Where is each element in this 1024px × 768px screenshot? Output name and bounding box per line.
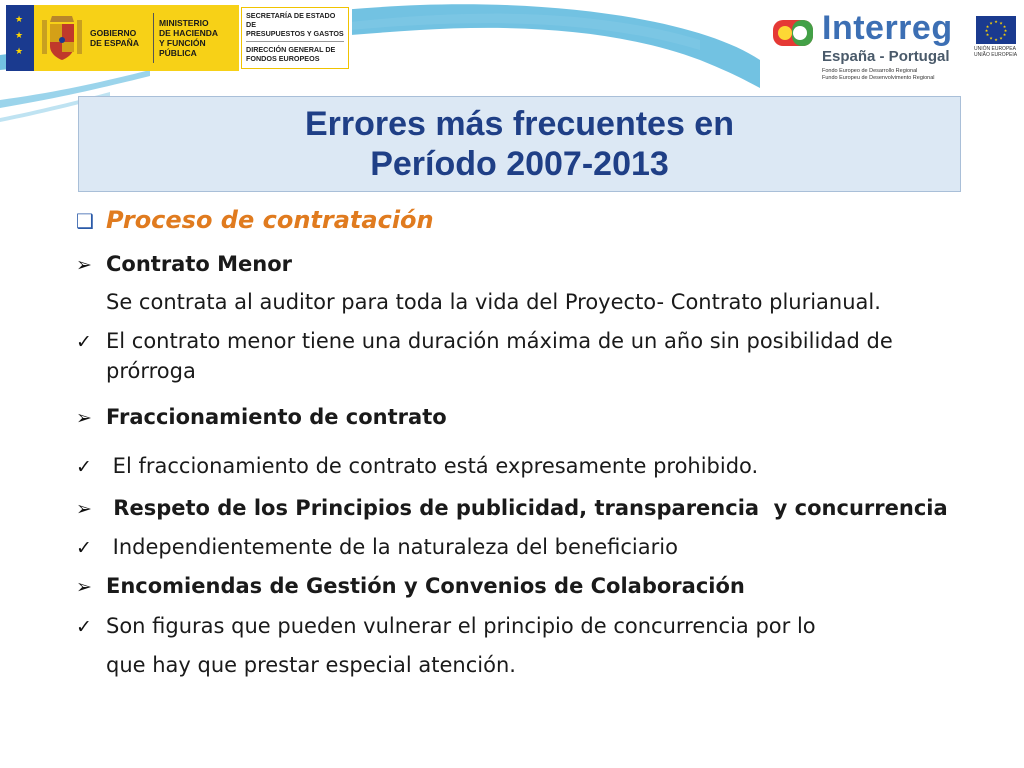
government-yellow-panel: [34, 5, 239, 71]
star-icon: ★: [15, 14, 24, 24]
eu-caption: UNIÓN EUROPEA UNIÃO EUROPEIA: [974, 46, 1018, 58]
coat-of-arms-icon: [40, 10, 84, 66]
eu-flag-icon: [976, 16, 1016, 44]
svg-text:★: ★: [1003, 28, 1008, 33]
list-item-text: El contrato menor tiene una duración máxima de un año sin posibilidad de: [106, 329, 893, 353]
interreg-subtitle: España - Portugal: [822, 48, 950, 65]
divider: [153, 13, 154, 63]
list-item: [76, 493, 948, 525]
list-item-text: El fraccionamiento de contrato está expresamente prohibido.: [106, 454, 759, 478]
list-item: [76, 326, 893, 358]
list-item-text: Son figuras que pueden vulnerar el principio de concurrencia por lo: [106, 614, 816, 638]
list-item: [106, 287, 881, 317]
svg-text:★: ★: [989, 20, 993, 26]
list-item-text: Encomiendas de Gestión y Convenios de Colaboración: [106, 574, 745, 598]
spanish-government-logo: [6, 5, 352, 71]
list-item-continuation: [106, 650, 516, 680]
list-item: [76, 611, 816, 643]
section-heading-row: [76, 205, 434, 237]
list-item: [76, 402, 447, 434]
svg-text:★: ★: [1002, 24, 1007, 29]
government-name: GOBIERNO DE ESPAÑA: [90, 28, 139, 48]
list-item-continuation: [106, 356, 196, 386]
list-item-text: Contrato Menor: [106, 252, 293, 276]
fund-caption: Fondo Europeo de Desarrollo Regional Fundo Europeu de Desenvolvimento Regional: [822, 68, 935, 81]
ministry-name: MINISTERIO DE HACIENDA Y FUNCIÓN PÚBLICA: [159, 18, 219, 58]
secretariat-name: SECRETARÍA DE ESTADO DE PRESUPUESTOS Y GASTOS: [246, 11, 344, 38]
star-icon: ★: [15, 30, 24, 40]
svg-text:★: ★: [994, 37, 998, 42]
directorate-name: DIRECCIÓN GENERAL DE FONDOS EUROPEOS: [246, 45, 336, 63]
list-item: [76, 571, 745, 603]
list-item: [76, 532, 678, 564]
checkmark-icon: ✓: [76, 457, 92, 478]
interreg-mark-icon: [772, 16, 814, 50]
slide-title-box: [78, 96, 961, 192]
interreg-wordmark: Interreg: [822, 9, 953, 47]
arrowhead-icon: ➢: [76, 408, 92, 429]
svg-text:★: ★: [985, 24, 990, 29]
eu-stars-stripe: [6, 5, 34, 71]
list-item-text: Se contrata al auditor para toda la vida del Proyecto- Contrato plurianual.: [106, 290, 881, 314]
svg-text:★: ★: [994, 19, 998, 24]
slide-title-line-1: Errores más frecuentes en: [305, 105, 734, 143]
list-item-text: Respeto de los Principios de publicidad, transparencia y concurrencia: [106, 496, 948, 520]
svg-text:★: ★: [989, 35, 993, 41]
divider: [246, 41, 344, 42]
interreg-logo: [772, 9, 1022, 88]
svg-text:★: ★: [1002, 32, 1007, 37]
svg-text:★: ★: [999, 20, 1003, 26]
list-item: [76, 249, 292, 281]
svg-text:★: ★: [984, 28, 989, 33]
list-item-text: Fraccionamiento de contrato: [106, 405, 447, 429]
arrowhead-icon: ➢: [76, 499, 92, 520]
arrowhead-icon: ➢: [76, 577, 92, 598]
checkmark-icon: ✓: [76, 617, 92, 638]
list-item-text: Independientemente de la naturaleza del beneficiario: [106, 535, 678, 559]
secretariat-box: [241, 7, 349, 69]
list-item-text: prórroga: [106, 359, 196, 383]
arrowhead-icon: ➢: [76, 255, 92, 276]
list-item: [76, 451, 758, 483]
slide-title-line-2: Período 2007-2013: [370, 145, 669, 183]
checkmark-icon: ✓: [76, 538, 92, 559]
checkmark-icon: ✓: [76, 332, 92, 353]
svg-text:★: ★: [999, 35, 1003, 41]
svg-text:★: ★: [985, 32, 990, 37]
section-heading: Proceso de contratación: [106, 206, 434, 234]
star-icon: ★: [15, 46, 24, 56]
square-outline-icon: ❑: [76, 211, 94, 233]
list-item-text: que hay que prestar especial atención.: [106, 653, 516, 677]
